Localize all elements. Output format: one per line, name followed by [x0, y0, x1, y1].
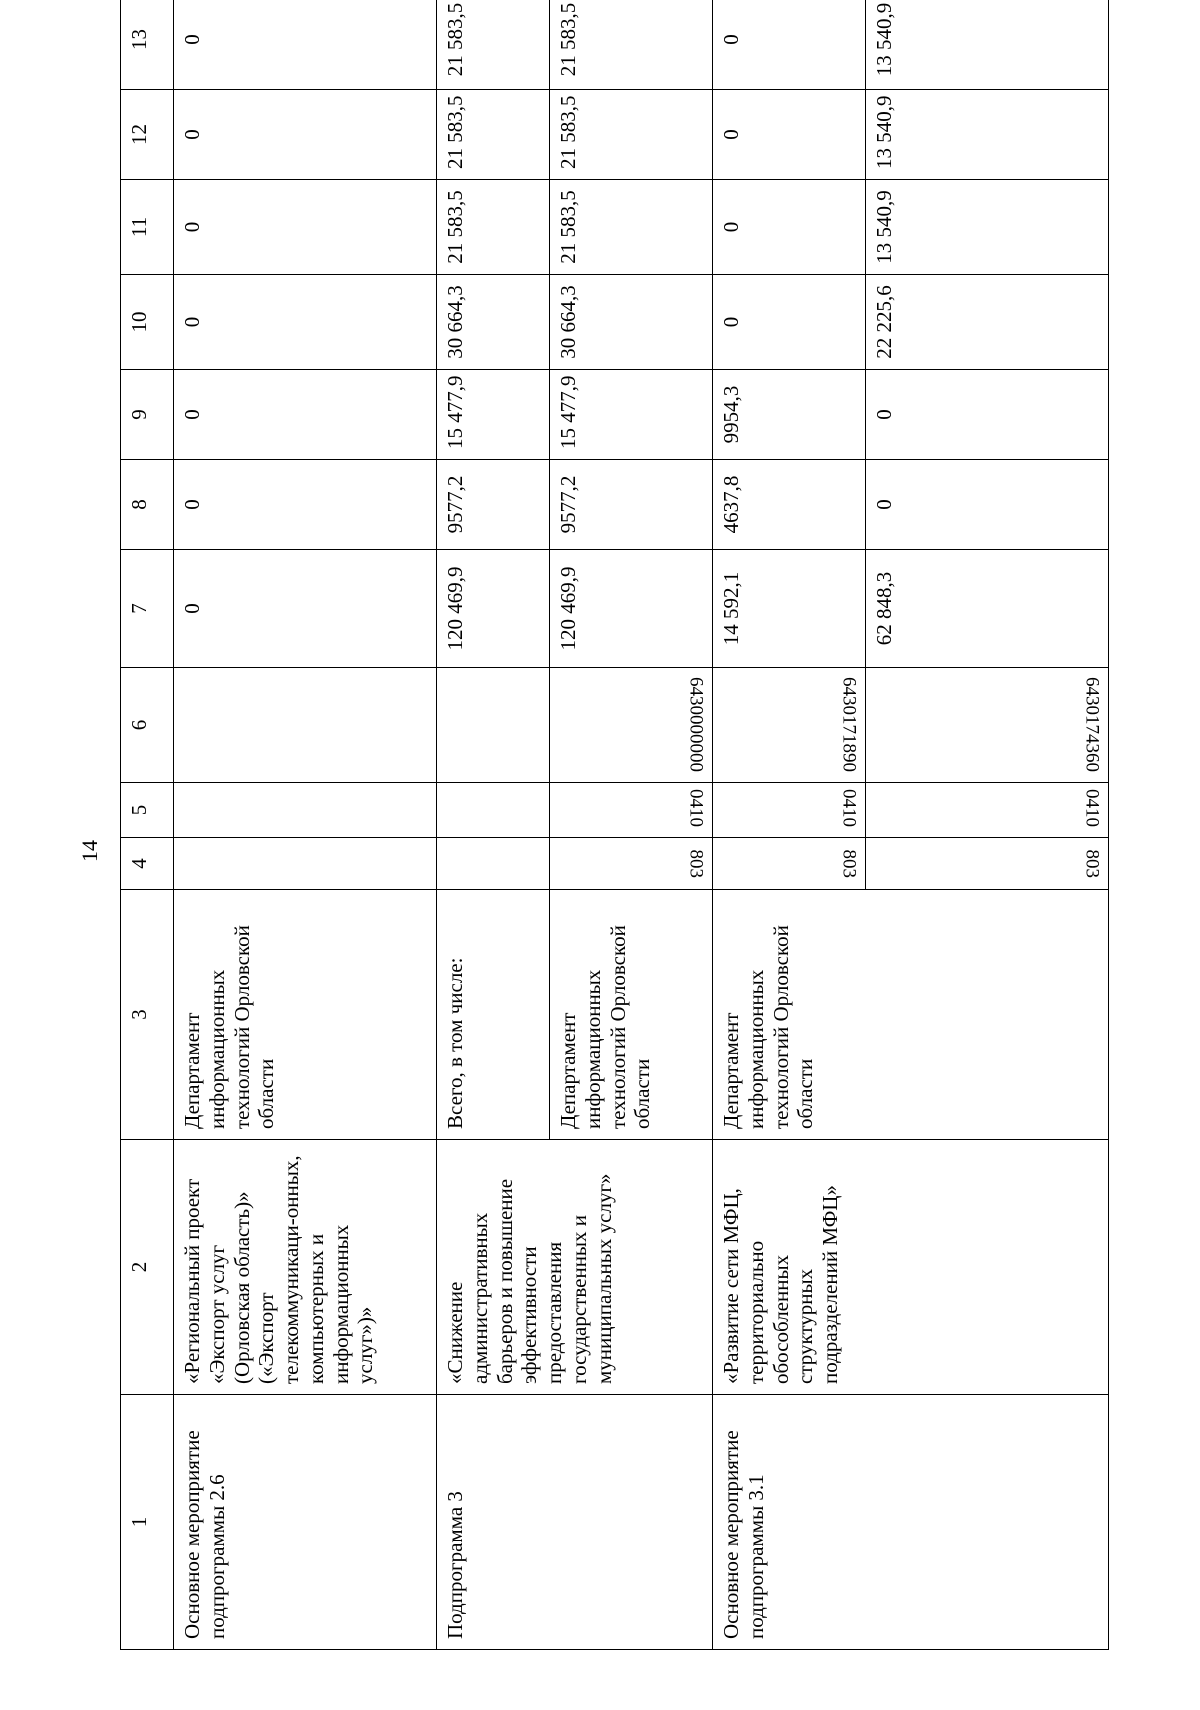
table-cell: Основное мероприятие подпрограммы 2.6 — [174, 1395, 437, 1650]
table-cell — [174, 668, 437, 783]
rotated-table-canvas — [120, 2, 1200, 1650]
table-cell: 6430000000 — [550, 668, 713, 783]
table-cell: 120 469,9 — [550, 550, 713, 668]
table-cell — [437, 668, 550, 783]
table-cell: 30 664,3 — [550, 275, 713, 370]
table-cell: 0 — [713, 90, 866, 180]
table-cell: 15 477,9 — [550, 370, 713, 460]
col-header: 3 — [121, 890, 174, 1140]
table-cell: 21 583,5 — [437, 0, 550, 90]
col-header: 12 — [121, 90, 174, 180]
table-cell: 22 225,6 — [866, 275, 1109, 370]
budget-table — [120, 0, 1109, 1650]
table-cell: 0 — [174, 180, 437, 275]
table-cell: «Снижение административных барьеров и повышение эффективности предоставления государственных и муниципальных услуг» — [437, 1140, 713, 1395]
table-cell: 120 469,9 — [437, 550, 550, 668]
table-cell: 0410 — [713, 783, 866, 838]
table-cell: 30 664,3 — [437, 275, 550, 370]
col-header: 4 — [121, 838, 174, 890]
table-cell: 14 592,1 — [713, 550, 866, 668]
col-header: 9 — [121, 370, 174, 460]
col-header: 10 — [121, 275, 174, 370]
table-cell — [174, 838, 437, 890]
table-cell: «Развитие сети МФЦ, территориально обособленных структурных подразделений МФЦ» — [713, 1140, 1109, 1395]
table-cell: 0 — [174, 460, 437, 550]
table-cell: Департамент информационных технологий Орловской области — [174, 890, 437, 1140]
col-header: 6 — [121, 668, 174, 783]
table-cell — [437, 838, 550, 890]
table-cell: Департамент информационных технологий Орловской области — [550, 890, 713, 1140]
table-cell — [437, 783, 550, 838]
table-cell: 0 — [713, 275, 866, 370]
table-cell: 0410 — [550, 783, 713, 838]
table-cell: 15 477,9 — [437, 370, 550, 460]
table-cell: 0 — [174, 275, 437, 370]
table-cell: 21 583,5 — [437, 180, 550, 275]
col-header: 1 — [121, 1395, 174, 1650]
table-cell: 21 583,5 — [550, 90, 713, 180]
table-cell: 9577,2 — [550, 460, 713, 550]
table-row — [437, 0, 550, 1650]
table-cell: 9954,3 — [713, 370, 866, 460]
table-cell: 0 — [174, 550, 437, 668]
table-cell: Всего, в том числе: — [437, 890, 550, 1140]
col-header: 13 — [121, 0, 174, 90]
table-cell: Подпрограмма 3 — [437, 1395, 713, 1650]
table-cell: 21 583,5 — [550, 180, 713, 275]
table-cell: 13 540,9 — [866, 0, 1109, 90]
table-cell: 62 848,3 — [866, 550, 1109, 668]
col-header: 5 — [121, 783, 174, 838]
col-header: 2 — [121, 1140, 174, 1395]
col-header: 8 — [121, 460, 174, 550]
table-cell: 4637,8 — [713, 460, 866, 550]
table-cell: 0 — [174, 370, 437, 460]
table-cell: Департамент информационных технологий Орловской области — [713, 890, 1109, 1140]
table-cell: 0 — [866, 460, 1109, 550]
table-cell: 803 — [713, 838, 866, 890]
table-cell: 21 583,5 — [437, 90, 550, 180]
table-cell: 0 — [713, 0, 866, 90]
table-cell: «Региональный проект «Экспорт услуг (Орловская область)» («Экспорт телекоммуникаци-онных, компьютерных и информационных услуг»)» — [174, 1140, 437, 1395]
table-cell: 0 — [713, 180, 866, 275]
table-cell: 6430171890 — [713, 668, 866, 783]
col-header: 7 — [121, 550, 174, 668]
table-cell: 803 — [866, 838, 1109, 890]
table-cell — [174, 783, 437, 838]
table-cell: 21 583,5 — [550, 0, 713, 90]
table-row — [174, 0, 437, 1650]
table-cell: Основное мероприятие подпрограммы 3.1 — [713, 1395, 1109, 1650]
table-cell: 0 — [174, 90, 437, 180]
table-cell: 0410 — [866, 783, 1109, 838]
table-cell: 13 540,9 — [866, 90, 1109, 180]
table-cell: 0 — [174, 0, 437, 90]
header-row — [121, 0, 174, 1650]
table-cell: 6430174360 — [866, 668, 1109, 783]
page-number: 14 — [77, 840, 102, 862]
table-row — [713, 0, 866, 1650]
table-cell: 803 — [550, 838, 713, 890]
table-cell: 13 540,9 — [866, 180, 1109, 275]
col-header: 11 — [121, 180, 174, 275]
table-cell: 0 — [866, 370, 1109, 460]
table-cell: 9577,2 — [437, 460, 550, 550]
